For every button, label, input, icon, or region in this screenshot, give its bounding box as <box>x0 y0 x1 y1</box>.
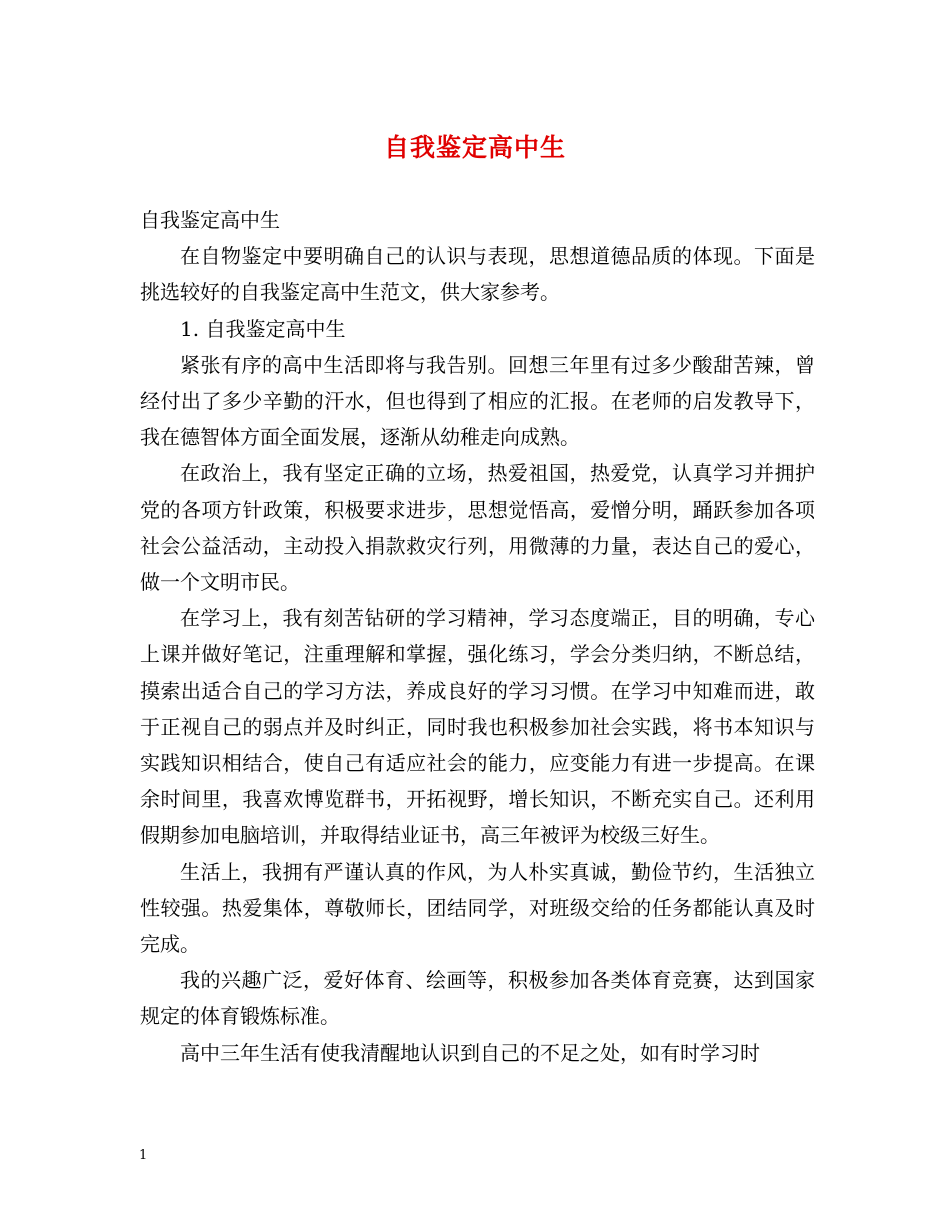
document-title: 自我鉴定高中生 <box>383 133 566 162</box>
document-body <box>140 202 815 1071</box>
page-number: 1 <box>139 1148 148 1163</box>
paragraph-intro: 在自物鉴定中要明确自己的认识与表现，思想道德品质的体现。下面是挑选较好的自我鉴定高中生范文，供大家参考。 <box>140 244 815 305</box>
paragraph-interests: 我的兴趣广泛，爱好体育、绘画等，积极参加各类体育竞赛，达到国家规定的体育锻炼标准。 <box>140 968 815 1029</box>
paragraph-politics: 在政治上，我有坚定正确的立场，热爱祖国，热爱党，认真学习并拥护党的各项方针政策，积极要求进步，思想觉悟高，爱憎分明，踊跃参加各项社会公益活动，主动投入捐款救灾行列，用微薄的力量，表达自己的爱心，做一个文明市民。 <box>140 461 815 595</box>
paragraph-opening: 紧张有序的高中生活即将与我告别。回想三年里有过多少酸甜苦辣，曾经付出了多少辛勤的汗水，但也得到了相应的汇报。在老师的启发教导下，我在德智体方面全面发展，逐渐从幼稚走向成熟。 <box>140 352 815 450</box>
section-heading: 1. 自我鉴定高中生 <box>180 316 346 341</box>
subheading: 自我鉴定高中生 <box>140 208 280 232</box>
paragraph-shortcomings: 高中三年生活有使我清醒地认识到自己的不足之处，如有时学习时 <box>180 1040 760 1065</box>
paragraph-study: 在学习上，我有刻苦钻研的学习精神，学习态度端正，目的明确，专心上课并做好笔记，注重理解和掌握，强化练习，学会分类归纳，不断总结，摸索出适合自己的学习方法，养成良好的学习习惯。在学习中知难而进，敢于正视自己的弱点并及时纠正，同时我也积极参加社会实践，将书本知识与实践知识相结合，使自己有适应社会的能力，应变能力有进一步提高。在课余时间里，我喜欢博览群书，开拓视野，增长知识，不断充实自己。还利用假期参加电脑培训，并取得结业证书，高三年被评为校级三好生。 <box>140 606 815 848</box>
paragraph-life: 生活上，我拥有严谨认真的作风，为人朴实真诚，勤俭节约，生活独立性较强。热爱集体，尊敬师长，团结同学，对班级交给的任务都能认真及时完成。 <box>140 859 815 957</box>
